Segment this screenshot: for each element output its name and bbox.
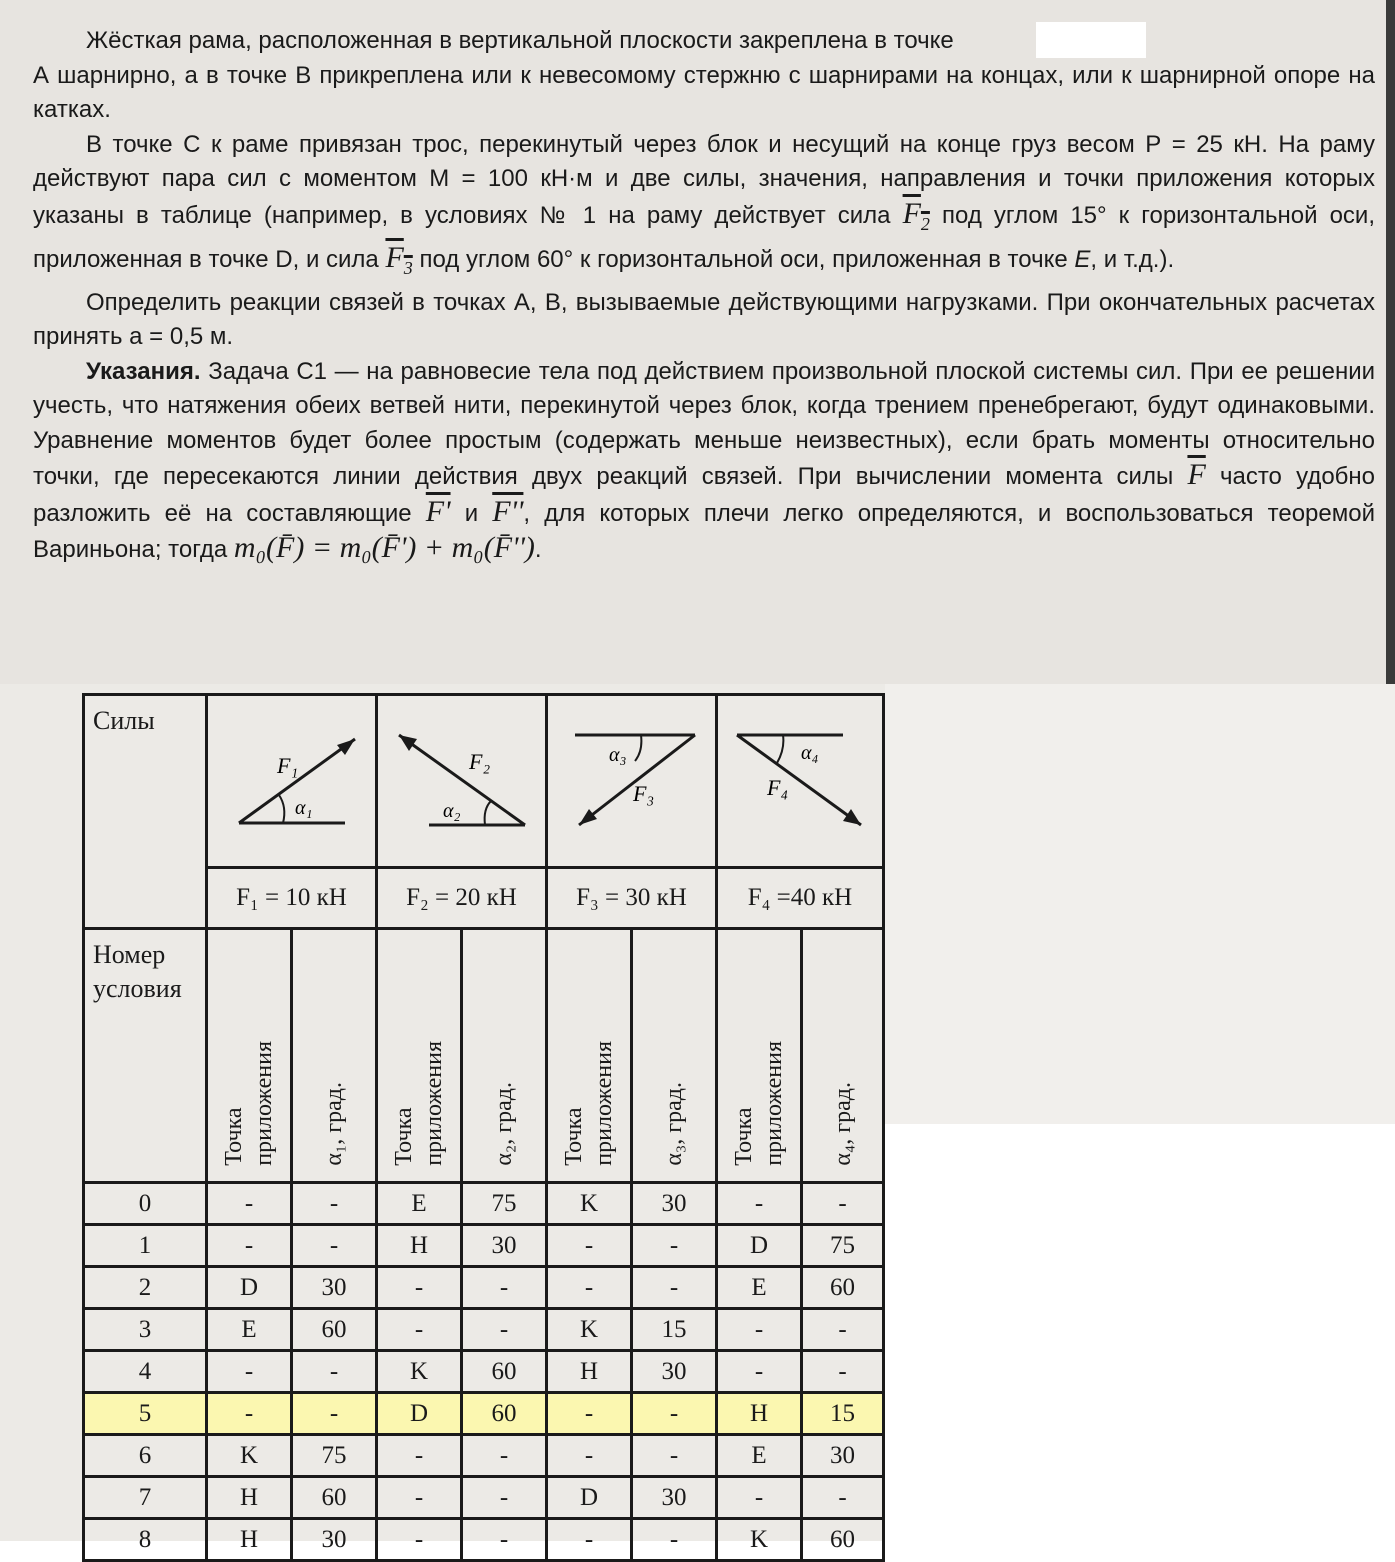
forces-header: Силы xyxy=(84,695,207,929)
table-cell: E xyxy=(207,1309,292,1351)
f4-angle-arc xyxy=(777,735,783,763)
condition-number-cell: 1 xyxy=(84,1225,207,1267)
table-cell: D xyxy=(547,1477,632,1519)
table-cell: - xyxy=(632,1393,717,1435)
table-cell: 60 xyxy=(292,1309,377,1351)
page-edge xyxy=(1386,0,1395,684)
table-cell: - xyxy=(547,1519,632,1561)
table-cell: - xyxy=(717,1309,802,1351)
table-cell: D xyxy=(717,1225,802,1267)
p4-and: и xyxy=(464,499,479,527)
condition-number-header: Номер условия xyxy=(84,929,207,1183)
table-cell: - xyxy=(802,1183,884,1225)
col-angle-f2 xyxy=(462,929,547,1183)
table-cell: 75 xyxy=(462,1183,547,1225)
table-cell: K xyxy=(717,1519,802,1561)
table-cell: 60 xyxy=(802,1519,884,1561)
table-cell: - xyxy=(292,1393,377,1435)
p1-line1: Жёсткая рама, расположенная в вертикальной плоскости закреплена в точке xyxy=(86,27,954,54)
p2-text-c: под углом 60° к горизонтальной оси, приложенная в точке xyxy=(419,246,1068,273)
table-cell: - xyxy=(802,1309,884,1351)
f3-angle-arc xyxy=(635,735,641,761)
force-f2-symbol xyxy=(902,196,930,234)
p4-text-a: Задача С1 — на равновесие тела под действием произвольной плоской системы сил. При ее решении учесть, что натяжения обеих ветвей нити, перекинутой через блок, когда трением пренебрегают, будут одинаковыми. Уравнение моментов будет более простым (содержать меньше неизвестных), если брать моменты относительно точки, где пересекаются линии действия двух реакций связей. При вычислении момента силы xyxy=(33,357,1376,490)
f1-angle-arc xyxy=(279,795,284,823)
alpha2-label: α₂ xyxy=(442,799,460,822)
table-cell: - xyxy=(462,1477,547,1519)
table-cell: 60 xyxy=(802,1267,884,1309)
condition-number-cell: 8 xyxy=(84,1519,207,1561)
table-cell: 30 xyxy=(292,1519,377,1561)
table-cell: 75 xyxy=(802,1225,884,1267)
table-cell: - xyxy=(292,1351,377,1393)
f2-letter: F xyxy=(902,196,921,230)
col-angle-f4-label: α₄, град. xyxy=(829,1082,856,1166)
table-row xyxy=(84,1435,884,1477)
col-point-f4 xyxy=(717,929,802,1183)
f3-label: F₃ xyxy=(632,780,654,806)
paragraph-2 xyxy=(33,128,1375,286)
conditions-table xyxy=(82,693,885,1562)
table-cell: 60 xyxy=(462,1351,547,1393)
col-angle-f3-label: α₃, град. xyxy=(661,1082,687,1166)
table-cell: H xyxy=(207,1519,292,1561)
f2-sub: 2 xyxy=(920,213,930,234)
col-angle-f3 xyxy=(632,929,717,1183)
table-cell: 30 xyxy=(802,1435,884,1477)
table-cell: 75 xyxy=(292,1435,377,1477)
table-body xyxy=(84,1183,884,1561)
col-angle-f1 xyxy=(292,929,377,1183)
table-cell: 30 xyxy=(462,1225,547,1267)
hint-label: Указания. xyxy=(86,357,201,385)
table-cell: - xyxy=(377,1309,462,1351)
point-e: E xyxy=(1074,246,1091,273)
table-cell: - xyxy=(292,1183,377,1225)
force-f3-symbol xyxy=(385,241,413,278)
force-f3-diagram xyxy=(557,721,707,841)
col-angle-f2-label: α₂, град. xyxy=(491,1082,517,1166)
p4-text-b: часто удобно разложить её на составляющие xyxy=(33,463,1376,527)
table-cell: 60 xyxy=(292,1477,377,1519)
table-cell: 30 xyxy=(632,1351,717,1393)
table-cell: K xyxy=(547,1309,632,1351)
f4-arrow-line xyxy=(737,735,861,825)
f2-angle-arc xyxy=(484,801,490,825)
force-f-double-prime-symbol: F'' xyxy=(492,494,524,528)
table-row xyxy=(84,1393,884,1435)
col-point-f2 xyxy=(377,929,462,1183)
table-cell: H xyxy=(717,1393,802,1435)
table-cell: - xyxy=(292,1225,377,1267)
table-cell: 30 xyxy=(292,1267,377,1309)
table-cell: 60 xyxy=(462,1393,547,1435)
f1-arrow-head xyxy=(337,739,355,755)
table-cell: 30 xyxy=(632,1477,717,1519)
table-cell: - xyxy=(547,1267,632,1309)
f4-label: F₄ xyxy=(767,774,789,800)
force-f1-value: F₁ = 10 кН xyxy=(207,867,377,928)
problem-text xyxy=(33,24,1375,568)
table-cell: - xyxy=(632,1435,717,1477)
col-point-f3-label: Точка приложения xyxy=(561,1041,617,1166)
table-cell: - xyxy=(632,1225,717,1267)
table-cell: - xyxy=(377,1519,462,1561)
col-point-f4-label: Точка приложения xyxy=(731,1041,787,1166)
paragraph-1 xyxy=(33,24,1375,128)
force-f2-value: F₂ = 20 кН xyxy=(377,867,547,928)
scanned-page-right-area xyxy=(885,684,1395,1124)
table-cell: - xyxy=(632,1519,717,1561)
force-f4-value: F₄ =40 кН xyxy=(717,867,884,928)
force-f-prime-symbol: F' xyxy=(425,494,451,528)
table-cell: - xyxy=(547,1435,632,1477)
col-point-f2-label: Точка приложения xyxy=(391,1041,447,1166)
table-row xyxy=(84,1183,884,1225)
col-point-f1 xyxy=(207,929,292,1183)
table-cell: - xyxy=(632,1267,717,1309)
diagram-f1 xyxy=(207,695,377,868)
table-cell: K xyxy=(547,1183,632,1225)
paragraph-4 xyxy=(33,355,1375,568)
table-cell: - xyxy=(462,1267,547,1309)
table-cell: 15 xyxy=(632,1309,717,1351)
table-cell: - xyxy=(717,1183,802,1225)
f3-sub: 3 xyxy=(403,258,413,278)
p2-text-a: В точке С к раме привязан трос, перекинутый через блок и несущий на конце груз весом Р = 25 кН. На раму действуют пара сил с моментом М = 100 кН·м и две силы, значения, направления и точки приложения которых указаны в таблице (например, в условиях № 1 на раму действует сила xyxy=(33,130,1375,229)
table-cell: H xyxy=(207,1477,292,1519)
force-f3-value: F₃ = 30 кН xyxy=(547,867,717,928)
table-cell: H xyxy=(547,1351,632,1393)
table-row xyxy=(84,1351,884,1393)
table-cell: - xyxy=(802,1477,884,1519)
table-row xyxy=(84,1225,884,1267)
table-cell: - xyxy=(207,1351,292,1393)
table-cell: - xyxy=(207,1183,292,1225)
table-cell: - xyxy=(207,1225,292,1267)
alpha1-label: α₁ xyxy=(294,796,312,819)
force-f4-diagram xyxy=(725,721,875,841)
table-cell: - xyxy=(207,1393,292,1435)
condition-number-cell: 5 xyxy=(84,1393,207,1435)
force-f-symbol: $\overline{F}$ xyxy=(1187,458,1206,491)
table-cell: - xyxy=(377,1435,462,1477)
table-cell: K xyxy=(207,1435,292,1477)
f4-arrow-head xyxy=(843,809,861,825)
p4-text-c: , для которых плечи легко определяются, и воспользоваться теоремой Вариньона; тогда xyxy=(33,499,1375,563)
diagram-f4 xyxy=(717,695,884,868)
table-row xyxy=(84,1309,884,1351)
table-cell: - xyxy=(717,1477,802,1519)
table-cell: 30 xyxy=(632,1183,717,1225)
condition-number-cell: 7 xyxy=(84,1477,207,1519)
table-cell: H xyxy=(377,1225,462,1267)
paragraph-3: Определить реакции связей в точках А, В, вызываемые действующими нагрузками. При окончательных расчетах принять а = 0,5 м. xyxy=(33,288,1375,350)
table-cell: - xyxy=(462,1519,547,1561)
condition-number-cell: 2 xyxy=(84,1267,207,1309)
col-angle-f1-label: α₁, град. xyxy=(321,1082,347,1166)
table-cell: D xyxy=(377,1393,462,1435)
p1-rest: А шарнирно, а в точке В прикреплена или к невесомому стержню с шарнирами на концах, или к шарнирной опоре на катках. xyxy=(33,61,1375,123)
varignon-formula: m₀(F̄) = m₀(F̄') + m₀(F̄'') xyxy=(233,531,535,564)
f2-label: F₂ xyxy=(468,748,490,774)
force-f1-diagram xyxy=(217,721,367,841)
p2-text-d: , и т.д.). xyxy=(1090,246,1175,273)
table-cell: - xyxy=(547,1393,632,1435)
condition-number-cell: 6 xyxy=(84,1435,207,1477)
diagram-f3 xyxy=(547,695,717,868)
table-cell: D xyxy=(207,1267,292,1309)
table-cell: - xyxy=(377,1477,462,1519)
f1-label: F₁ xyxy=(276,752,298,778)
table-cell: - xyxy=(377,1267,462,1309)
condition-number-cell: 3 xyxy=(84,1309,207,1351)
condition-number-cell: 0 xyxy=(84,1183,207,1225)
col-angle-f4 xyxy=(802,929,884,1183)
force-f2-diagram xyxy=(387,721,537,841)
table-cell: K xyxy=(377,1351,462,1393)
f3-arrow-line xyxy=(579,735,695,825)
alpha3-label: α₃ xyxy=(608,743,626,766)
condition-number-cell: 4 xyxy=(84,1351,207,1393)
table-cell: E xyxy=(717,1267,802,1309)
table-row xyxy=(84,1519,884,1561)
formula-end: . xyxy=(534,536,542,563)
table-cell: - xyxy=(462,1435,547,1477)
table-cell: E xyxy=(717,1435,802,1477)
col-point-f1-label: Точка приложения xyxy=(221,1041,277,1166)
alpha4-label: α₄ xyxy=(801,741,819,764)
f3-letter: F xyxy=(385,241,404,274)
table-cell: - xyxy=(462,1309,547,1351)
table-row xyxy=(84,1267,884,1309)
f2-arrow-head xyxy=(399,735,417,751)
table-cell: - xyxy=(547,1225,632,1267)
col-point-f3 xyxy=(547,929,632,1183)
table-cell: 15 xyxy=(802,1393,884,1435)
diagram-f2 xyxy=(377,695,547,868)
table-cell: E xyxy=(377,1183,462,1225)
table-row xyxy=(84,1477,884,1519)
table-cell: - xyxy=(717,1351,802,1393)
p2-text-b: под углом 15° к горизонтальной оси, приложенная в точке D, и сила xyxy=(33,201,1375,273)
f2-arrow-line xyxy=(399,735,525,825)
table-cell: - xyxy=(802,1351,884,1393)
